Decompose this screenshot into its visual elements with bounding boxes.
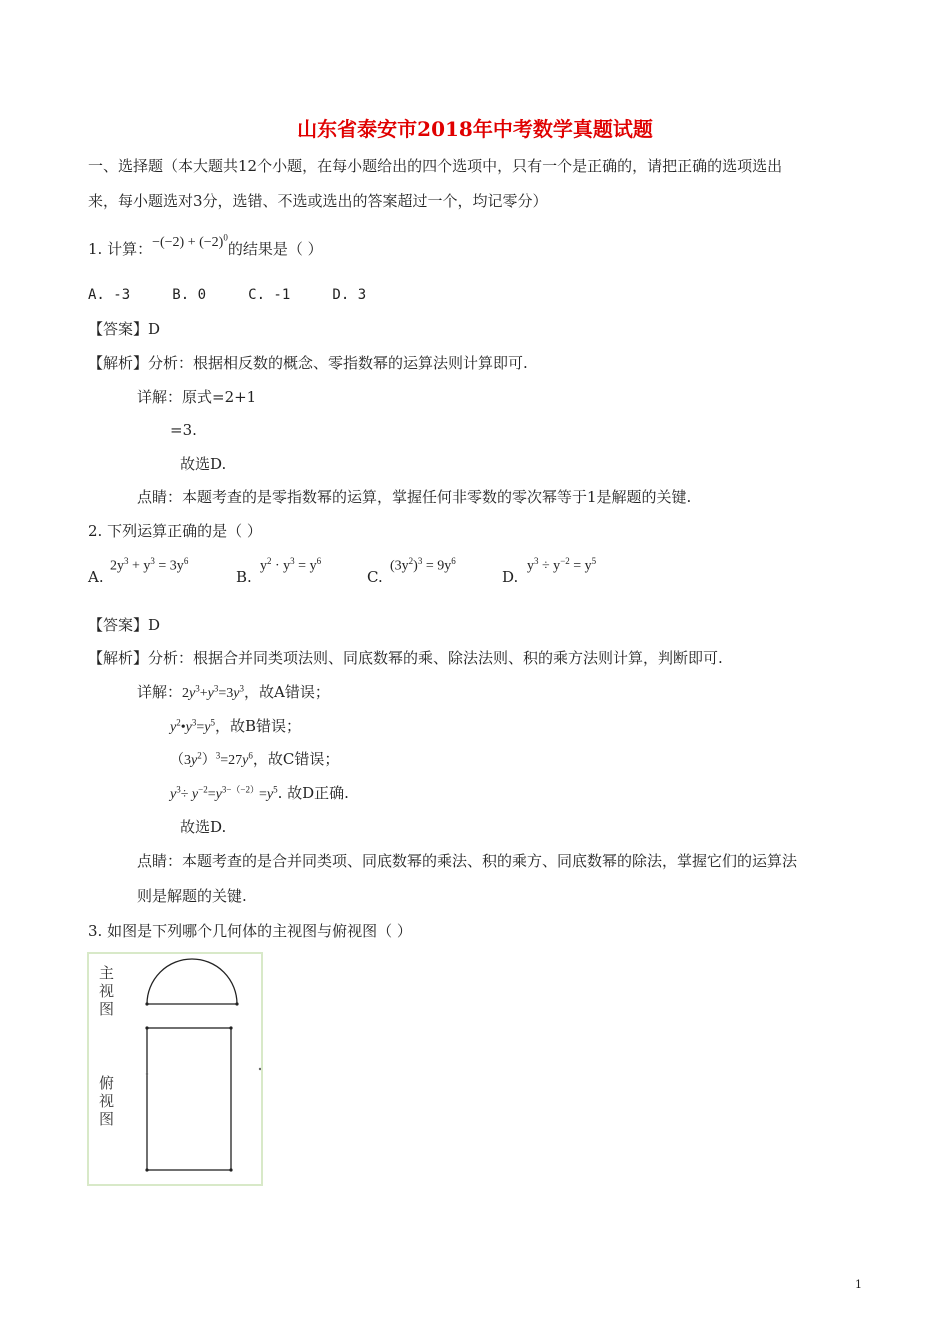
q1-detail-1: 详解：原式=2+1 <box>137 388 257 406</box>
q2-option-b-label: B. <box>236 568 252 586</box>
q2-tip-line2: 则是解题的关键. <box>137 887 247 905</box>
q1-stem <box>88 232 323 260</box>
top-view-rectangle <box>147 1028 231 1170</box>
q1-suffix: 的结果是（ ） <box>227 240 323 258</box>
q2-detail-b: $y^2•y^3=y^5$，故B错误； <box>170 717 301 735</box>
q2-option-a-expr: $2y^3 + y^3 = 3y^6$ <box>110 556 189 574</box>
q1-expression: $-(-2) + (-2)^0$ <box>152 232 228 250</box>
section-instructions-line2: 来，每小题选对3分，选错、不选或选出的答案超过一个，均记零分） <box>88 192 548 210</box>
front-view-label: 主视图 <box>99 964 115 1018</box>
page-number: 1 <box>855 1278 862 1291</box>
q1-options: A. -3 B. 0 C. -1 D. 3 <box>88 287 367 303</box>
q1-tip: 点睛：本题考查的是零指数幂的运算，掌握任何非零数的零次幂等于1是解题的关键. <box>137 488 692 506</box>
q2-conclusion: 故选D. <box>180 818 227 836</box>
q2-option-a-label: A. <box>88 568 104 586</box>
q1-answer: 【答案】D <box>88 320 161 338</box>
q3-stem: 3. 如图是下列哪个几何体的主视图与俯视图（ ） <box>88 922 412 940</box>
q2-option-c-label: C. <box>367 568 383 586</box>
q3-views-drawing <box>89 954 261 1184</box>
q2-answer: 【答案】D <box>88 616 161 634</box>
page-title: 山东省泰安市2018年中考数学真题试题 <box>297 117 653 141</box>
q2-option-d-expr: $y^3 \div y^{-2} = y^5$ <box>527 556 597 574</box>
q2-detail-a: 详解：$2y^3+y^3=3y^3$，故A错误； <box>137 683 330 701</box>
q2-detail-c: $(3y^2)^3=27y^6$，故C错误； <box>170 750 340 768</box>
q1-detail-2: =3. <box>170 421 197 439</box>
q1-analysis: 【解析】分析：根据相反数的概念、零指数幂的运算法则计算即可. <box>88 354 528 372</box>
section-instructions-line1: 一、选择题（本大题共12个小题，在每小题给出的四个选项中，只有一个是正确的，请把正确的选项选出 <box>88 157 783 175</box>
q1-detail-3: 故选D. <box>180 455 227 473</box>
front-view-semicircle <box>147 959 237 1004</box>
q2-detail-d: $y^3\div y^{-2}=y^{3-(-2)}=y^5$. 故D正确. <box>170 784 349 802</box>
top-view-label: 俯视图 <box>99 1074 115 1128</box>
q3-figure <box>87 952 263 1186</box>
q2-option-c-expr: $(3y^2)^3 = 9y^6$ <box>390 556 456 574</box>
q2-option-b-expr: $y^2 \cdot y^3 = y^6$ <box>260 556 322 574</box>
q2-option-d-label: D. <box>502 568 519 586</box>
q2-analysis: 【解析】分析：根据合并同类项法则、同底数幂的乘、除法法则、积的乘方法则计算，判断即可. <box>88 649 723 667</box>
q2-tip-line1: 点睛：本题考查的是合并同类项、同底数幂的乘法、积的乘方、同底数幂的除法，掌握它们的运算法 <box>137 852 798 870</box>
q1-prefix: 1. 计算： <box>88 240 153 258</box>
q2-stem: 2. 下列运算正确的是（ ） <box>88 522 262 540</box>
